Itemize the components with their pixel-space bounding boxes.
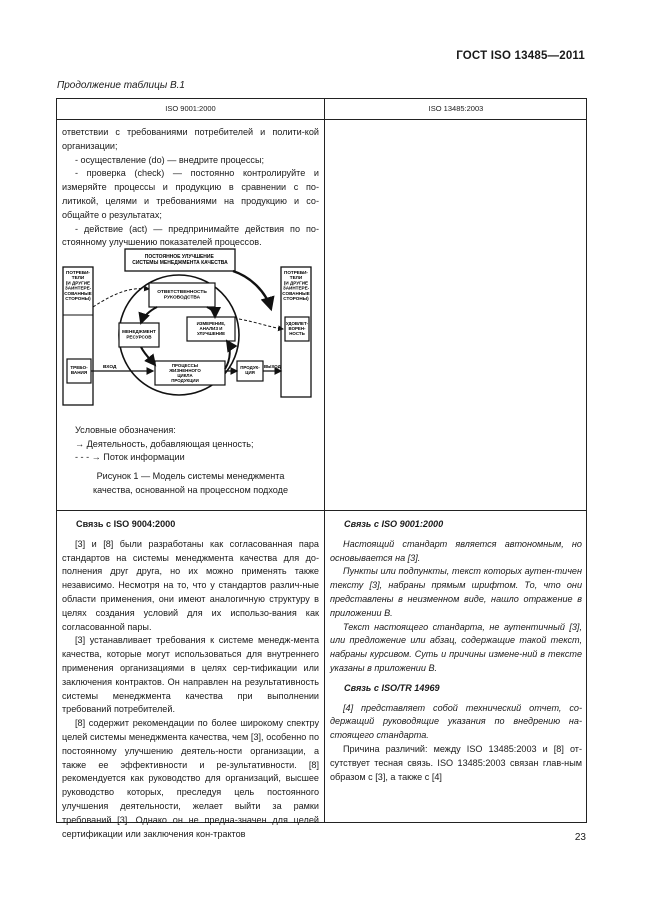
- header-divider: [57, 119, 586, 120]
- page-number: 23: [574, 832, 586, 843]
- iso9004-paragraph-2: [3] устанавливает требования к системе менедж-мента качества, которые могут использоваться для внутреннего применения организациями в целях сер-тификации или заключения контрактов. Он направлен на результативность системы менеджмента качества при выполнении требований потребителей.: [62, 635, 319, 715]
- requirements-label: ТРЕБО-ВАНИЯ: [70, 365, 88, 376]
- satisfaction-label: УДОВЛЕТ-ВОРЕН-НОСТЬ: [285, 321, 309, 336]
- column-divider: [324, 99, 325, 822]
- pdca-do: - осуществление (do) — внедрите процессы;: [75, 154, 265, 165]
- product-label: ПРОДУК-ЦИЯ: [240, 365, 260, 375]
- process-model-diagram: [61, 247, 319, 417]
- pdca-paragraph: ответствии с требованиями потребителей и полити-кой организации;: [62, 127, 319, 151]
- relation-paragraph-1: Настоящий стандарт является автономным, но основывается на [3].: [330, 538, 582, 563]
- column-header-iso9001: ISO 9001:2000: [165, 104, 216, 113]
- relation-paragraph-2: Пункты или подпункты, текст которых аутен-тичен тексту [3], набраны прямым шрифтом. То, что они представлены в неизменном виде, нашло отражение в приложении В.: [330, 566, 582, 618]
- relation-paragraph-3: Текст настоящего стандарта, не аутентичный [3], или предложение или абзац, содержащие такой текст, набраны курсивом. Суть и причины измене-ний в тексте указаны в приложении В.: [330, 621, 582, 673]
- right-customers-label: ПОТРЕБИ-ТЕЛИ (И ДРУГИЕ ЗАИНТЕРЕ-СОВАННЫЕ СТОРОНЫ): [282, 270, 310, 301]
- table-continuation-label: Продолжение таблицы В.1: [57, 80, 185, 91]
- iso9004-paragraph-3: [8] содержит рекомендации по более широкому спектру целей системы менеджмента качества, чем [3], особенно по постоянному улучшению деятель-ности организации, а также ее эффективности и ре-зультативности. [8] рекомендуется как руководство для организаций, высшее руководство которых, преследуя цель постоянного улучшения деятельности, желает выйти за рамки требований [3]. Однако он не предна-значен для целей сертификации или заключения кон-трактов: [62, 718, 319, 839]
- figure-legend: [75, 424, 315, 465]
- measurement-label: ИЗМЕРЕНИЕ, АНАЛИЗ И УЛУЧШЕНИЕ: [196, 321, 226, 336]
- pdca-check: - проверка (check) — постоянно контролируйте и измеряйте процессы и продукцию в сравнении с по-литикой, целями и требованиями на продукцию и со-общайте о результатах;: [62, 168, 319, 220]
- column-header-iso13485: ISO 13485:2003: [428, 104, 484, 113]
- iso9004-section: [62, 518, 319, 841]
- iso9001-heading: Связь с ISO 9001:2000: [344, 519, 444, 529]
- relation-paragraph-4: [4] представляет собой технический отчет, со-держащий руководящие указания по внедрению на-стоящего стандарта.: [330, 702, 582, 741]
- figure-caption: [57, 470, 324, 497]
- management-label: ОТВЕТСТВЕННОСТЬ РУКОВОДСТВА: [157, 290, 207, 301]
- iso9001-relation-section: [330, 518, 582, 784]
- relation-paragraph-5: Причина различий: между ISO 13485:2003 и [8] от-сутствует тесная связь. ISO 13485:2003 связан глав-ным образом с [3], а также с [4]: [330, 743, 582, 782]
- row-divider: [57, 510, 586, 511]
- realization-label: ПРОЦЕССЫ ЖИЗНЕННОГО ЦИКЛА ПРОДУКЦИИ: [169, 363, 201, 383]
- legend-title: Условные обозначения:: [75, 425, 176, 435]
- pdca-act: - действие (act) — предпринимайте действия по по-стоянному улучшению показателей процессов.: [62, 223, 319, 248]
- standard-header: ГОСТ ISO 13485—2011: [456, 50, 585, 62]
- iso-tr14969-heading: Связь с ISO/TR 14969: [344, 682, 440, 693]
- pdca-text: [62, 126, 319, 250]
- output-label: ВЫХОД: [264, 364, 281, 369]
- resources-label: МЕНЕДЖМЕНТ РЕСУРСОВ: [122, 329, 156, 340]
- iso9004-paragraph-1: [3] и [8] были разработаны как согласованная пара стандартов на системы менеджмента качества для до-полнения друг друга, но их можно применять также независимо. Несмотря на то, что у стандартов различ-ные области применения, они имеют аналогичную структуру в целях создания условий для их использо-вания как согласованной пары.: [62, 538, 319, 632]
- legend-info-flow: - - - → Поток информации: [75, 452, 185, 462]
- iso9004-heading: Связь с ISO 9004:2000: [76, 519, 176, 529]
- input-label: ВХОД: [103, 365, 117, 370]
- caption-line-1: Рисунок 1 — Модель системы менеджмента: [96, 471, 285, 481]
- legend-value-added: → Деятельность, добавляющая ценность;: [75, 438, 254, 449]
- left-customers-label: ПОТРЕБИ-ТЕЛИ (И ДРУГИЕ ЗАИНТЕРЕ-СОВАННЫЕ СТОРОНЫ): [64, 270, 92, 301]
- caption-line-2: качества, основанной на процессном подходе: [92, 484, 289, 495]
- improvement-label: ПОСТОЯННОЕ УЛУЧШЕНИЕ СИСТЕМЫ МЕНЕДЖМЕНТА КАЧЕСТВА: [132, 254, 228, 266]
